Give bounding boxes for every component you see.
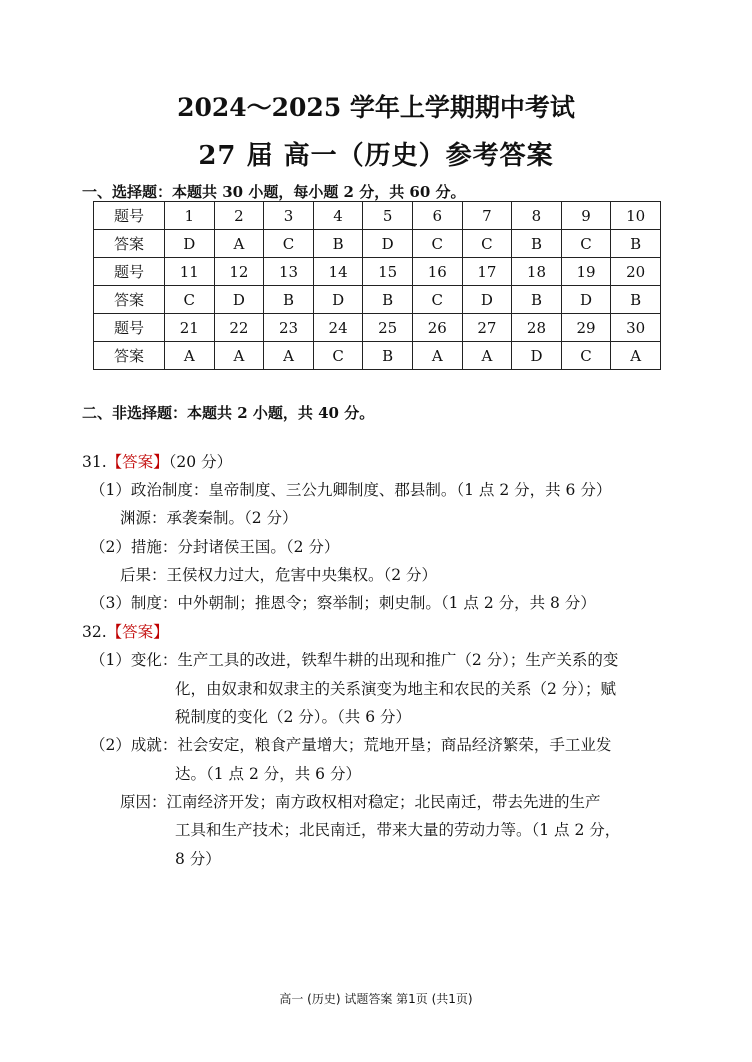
table-cell: 10: [611, 202, 661, 230]
table-cell: C: [412, 286, 462, 314]
q32-line: 达。（1 点 2 分，共 6 分）: [175, 765, 361, 783]
q32-line: 化，由奴隶和奴隶主的关系演变为地主和农民的关系（2 分）；赋: [175, 680, 617, 698]
table-cell: C: [561, 230, 611, 258]
q32-answer-tag: 【答案】: [106, 623, 169, 641]
q32-line: 工具和生产技术；北民南迁，带来大量的劳动力等。（1 点 2 分，: [175, 821, 621, 839]
table-cell: A: [214, 230, 264, 258]
table-cell: B: [512, 286, 562, 314]
table-cell: 25: [363, 314, 413, 342]
table-cell: 7: [462, 202, 512, 230]
table-cell: A: [412, 342, 462, 370]
row-label: 答案: [94, 286, 165, 314]
table-cell: 21: [165, 314, 215, 342]
table-row-answers: [94, 230, 661, 258]
table-row-numbers: [94, 202, 661, 230]
table-cell: 3: [264, 202, 314, 230]
table-cell: C: [264, 230, 314, 258]
q31-answer-tag: 【答案】: [106, 453, 169, 471]
table-cell: 27: [462, 314, 512, 342]
q31-line: （2）措施：分封诸侯王国。（2 分）: [90, 538, 340, 556]
table-cell: 18: [512, 258, 562, 286]
table-cell: B: [611, 230, 661, 258]
q32-line: 税制度的变化（2 分）。（共 6 分）: [175, 708, 412, 726]
q32-number: 32.: [82, 623, 107, 641]
table-cell: C: [165, 286, 215, 314]
table-cell: 17: [462, 258, 512, 286]
table-cell: 2: [214, 202, 264, 230]
page-footer: 高一 (历史) 试题答案 第1页 (共1页): [279, 992, 473, 1006]
table-cell: B: [611, 286, 661, 314]
table-cell: 11: [165, 258, 215, 286]
table-cell: 9: [561, 202, 611, 230]
table-cell: D: [214, 286, 264, 314]
table-cell: A: [264, 342, 314, 370]
table-cell: D: [512, 342, 562, 370]
q31-header: [82, 450, 232, 472]
q32-header: [82, 620, 169, 642]
table-cell: 28: [512, 314, 562, 342]
q32-line: （2）成就：社会安定，粮食产量增大；荒地开垦；商品经济繁荣，手工业发: [90, 736, 612, 754]
table-cell: 8: [512, 202, 562, 230]
answer-table: [93, 201, 661, 370]
q31-line: 渊源：承袭秦制。（2 分）: [120, 509, 298, 527]
row-label: 答案: [94, 342, 165, 370]
page-subtitle: 27 届 高一（历史）参考答案: [198, 141, 554, 171]
q31-line: （3）制度：中外朝制；推恩令；察举制；刺史制。（1 点 2 分，共 8 分）: [90, 594, 596, 612]
table-cell: D: [561, 286, 611, 314]
row-label: 题号: [94, 258, 165, 286]
row-label: 题号: [94, 202, 165, 230]
table-cell: 5: [363, 202, 413, 230]
table-cell: B: [313, 230, 363, 258]
table-cell: 16: [412, 258, 462, 286]
section1-heading: 一、选择题：本题共 30 小题，每小题 2 分，共 60 分。: [82, 183, 466, 201]
q32-line: 原因：江南经济开发；南方政权相对稳定；北民南迁，带去先进的生产: [120, 793, 601, 811]
table-cell: A: [214, 342, 264, 370]
table-row-answers: [94, 286, 661, 314]
table-row-numbers: [94, 258, 661, 286]
table-cell: B: [363, 286, 413, 314]
q31-line: 后果：王侯权力过大，危害中央集权。（2 分）: [120, 566, 438, 584]
table-cell: 23: [264, 314, 314, 342]
row-label: 题号: [94, 314, 165, 342]
table-cell: C: [313, 342, 363, 370]
table-cell: D: [363, 230, 413, 258]
table-row-numbers: [94, 314, 661, 342]
q32-line: （1）变化：生产工具的改进，铁犁牛耕的出现和推广（2 分）；生产关系的变: [90, 651, 619, 669]
table-cell: C: [412, 230, 462, 258]
table-cell: B: [363, 342, 413, 370]
table-cell: B: [512, 230, 562, 258]
table-cell: 12: [214, 258, 264, 286]
table-cell: 26: [412, 314, 462, 342]
q31-line: （1）政治制度：皇帝制度、三公九卿制度、郡县制。（1 点 2 分，共 6 分）: [90, 481, 612, 499]
table-cell: 22: [214, 314, 264, 342]
table-cell: A: [165, 342, 215, 370]
table-cell: 20: [611, 258, 661, 286]
q31-number: 31.: [82, 453, 107, 471]
table-cell: D: [462, 286, 512, 314]
table-cell: C: [561, 342, 611, 370]
table-cell: D: [313, 286, 363, 314]
table-cell: 1: [165, 202, 215, 230]
table-cell: D: [165, 230, 215, 258]
table-row-answers: [94, 342, 661, 370]
row-label: 答案: [94, 230, 165, 258]
table-cell: 24: [313, 314, 363, 342]
table-cell: C: [462, 230, 512, 258]
table-cell: 15: [363, 258, 413, 286]
table-cell: 29: [561, 314, 611, 342]
q31-score: （20 分）: [168, 453, 233, 471]
table-cell: 14: [313, 258, 363, 286]
table-cell: 4: [313, 202, 363, 230]
section2-heading: 二、非选择题：本题共 2 小题，共 40 分。: [82, 404, 375, 422]
table-cell: A: [462, 342, 512, 370]
table-cell: 13: [264, 258, 314, 286]
table-cell: A: [611, 342, 661, 370]
table-cell: 6: [412, 202, 462, 230]
table-cell: 30: [611, 314, 661, 342]
q32-line: 8 分）: [175, 850, 221, 868]
table-cell: 19: [561, 258, 611, 286]
page-title: 2024～2025 学年上学期期中考试: [177, 93, 575, 122]
table-cell: B: [264, 286, 314, 314]
